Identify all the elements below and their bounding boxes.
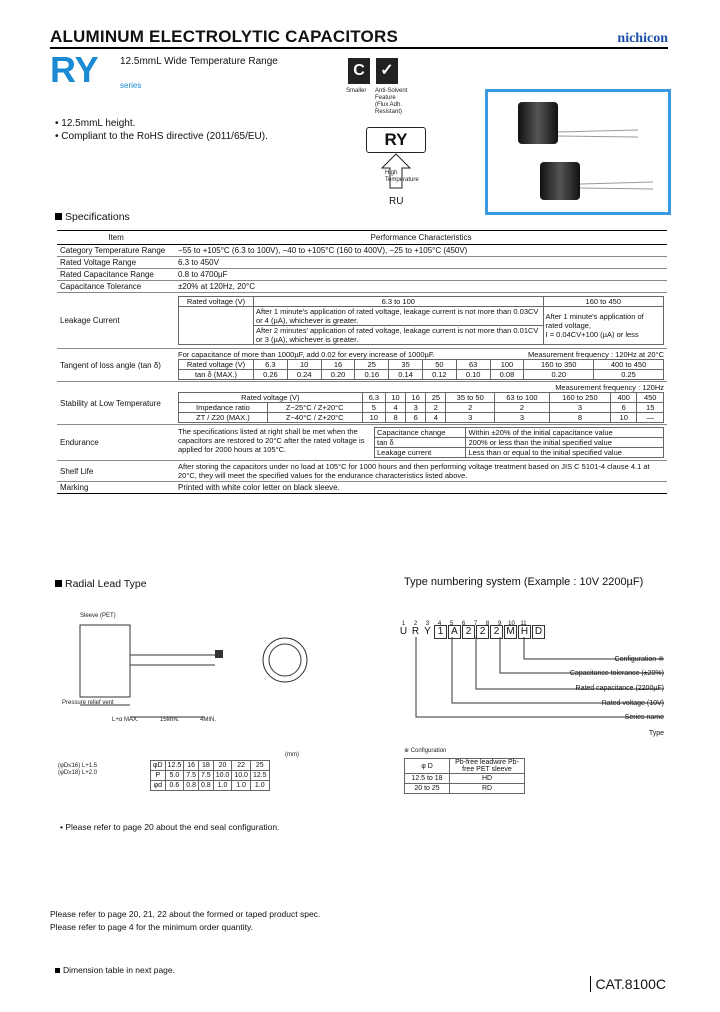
- icon-caption: Anti-Solvent Feature (Flux Adh. Resistant): [375, 88, 408, 115]
- title-divider: [50, 47, 668, 49]
- section-heading: Radial Lead Type: [55, 578, 147, 590]
- col-header: Item: [57, 231, 175, 245]
- anti-solvent-icon: ✓: [376, 58, 398, 84]
- page-title: ALUMINUM ELECTROLYTIC CAPACITORS: [50, 27, 398, 46]
- col-header: Performance Characteristics: [175, 231, 667, 245]
- type-label: Rated voltage (10V): [601, 700, 664, 707]
- type-label: Rated capacitance (2200µF): [575, 685, 664, 692]
- dim-label: L+α MAX.: [112, 717, 139, 723]
- list-item: • Compliant to the RoHS directive (2011/65/EU).: [55, 131, 268, 142]
- dim-label: 4MIN.: [200, 717, 217, 723]
- unit-label: (mm): [285, 752, 299, 758]
- capacitor-image: [488, 92, 668, 212]
- type-label: Configuration ※: [614, 656, 664, 663]
- config-title: ※ Configuration: [404, 748, 447, 754]
- series-subtitle: 12.5mmL Wide Temperature Range: [120, 56, 278, 67]
- series-box: RY: [366, 127, 426, 153]
- callout-label: Pressure relief vent: [62, 700, 114, 706]
- upgrade-series: RU: [389, 196, 404, 207]
- list-item: • 12.5mmL height.: [55, 118, 136, 129]
- type-label: Capacitance tolerance (±20%): [569, 670, 664, 677]
- radial-drawing: [55, 605, 355, 735]
- type-code: U R Y 1 A 2 2 2 M H D: [398, 621, 546, 639]
- section-heading: Specifications: [55, 211, 130, 223]
- footer-note: Please refer to page 4 for the minimum order quantity.: [50, 922, 253, 932]
- icon-caption: Smaller: [346, 88, 367, 94]
- footer-note: Dimension table in next page.: [55, 965, 175, 975]
- brand-logo: nichicon: [617, 31, 668, 46]
- dimension-table: φD 12.5 16 18 20 22 25 P 5.0 7.5 7.5 10.0 10.0 12.5 φd 0.6 0.8 0.8 1.0 1.0 1.0: [150, 760, 270, 791]
- section-heading: Type numbering system (Example : 10V 2200µF): [404, 576, 644, 588]
- footer-note: Please refer to page 20, 21, 22 about the formed or taped product spec.: [50, 909, 321, 919]
- spec-table: Item Performance Characteristics Category Temperature Range −55 to +105°C (6.3 to 100V), −40 to +105°C (160 to 400V), −25 to +105°C (450V) Rated Voltage Range 6.3 to 450V Rated Capacitance Range 0.8 to 4700µF Capacitance Tolerance ±20% at 120Hz, 20°C Leakage Current Rated voltage (V) 6.3 to 100 160 to 450 After 1 minute's application of rated voltage, leakage current is not more than 0.03CV or 4 (µA), whichever is greater. After 1 minute's application of rated voltage, I = 0.04CV+100 (µA) or less After 2 minutes' application of rated voltage, leakage current is not more than 0.01CV or 3 (µA), whichever is greater. Tangent of loss angle (tan δ) For capacitance of more than 1000µF, add 0.02 for every increase of 1000µF. Measurement frequency : 120Hz at 20°C Rated voltage (V) 6.3 10 16 25 35 50 63 100 160 to 350 400 to 450 tan δ (MAX.) 0.26 0.24 0.20 0.16 0.14 0.12 0.10 0.08 0.20 0.25 Stability at Low Temperature Measurement frequency : 120Hz Rated voltage (V) 6.3 10 16 25 35 to 50 63 to 100 160 to 250 400 450 Impedance ratio Z−25°C / Z+20°C 5 4 3 2 2 2 3 6 15 ZT / Z20 (MAX.) Z−40°C / Z+20°C 10 8 6 4 3 3 8 10 — Endurance The specifications listed at right shall be met when the capacitors are restored to 20°C after the rated voltage is applied for 2000 hours at 105°C. Capacitance change Within ±20% of the initial capacitance value tan δ 200% or less than the initial specified value Leakage current Less than or equal to the initial specified value Shelf Life After storing the capacitors under no load at 105°C for 1000 hours and then performing voltage treatment based on JIS C 5101-4 clause 4.1 at 20°C, they will meet the specified values for the endurance characteristics listed above. Marking Printed with white color letter on black sleeve.: [57, 230, 667, 494]
- end-seal-note: • Please refer to page 20 about the end seal configuration.: [60, 822, 280, 832]
- dim-label: 15MIN.: [160, 717, 180, 723]
- feature-list: [55, 117, 268, 143]
- callout-label: Sleeve (PET): [80, 613, 116, 619]
- config-table: φ D Pb-free leadwire Pb-free PET sleeve 12.5 to 18 HD 20 to 25 RD: [404, 758, 525, 794]
- type-label: Series name: [624, 714, 664, 721]
- smaller-icon: C: [348, 58, 370, 84]
- catalog-number: CAT.8100C: [590, 976, 666, 992]
- series-code: RY: [50, 49, 99, 90]
- type-label: Type: [648, 730, 664, 737]
- arrow-label: High Temperature: [385, 170, 419, 183]
- alpha-note: (φD≤16) L+1.5 (φD≥18) L+2.0: [58, 763, 98, 776]
- type-index-row: 1 2 3 4 5 6 7 8 9 10 11: [401, 621, 527, 627]
- product-photo: [485, 89, 671, 215]
- series-label: series: [120, 81, 142, 90]
